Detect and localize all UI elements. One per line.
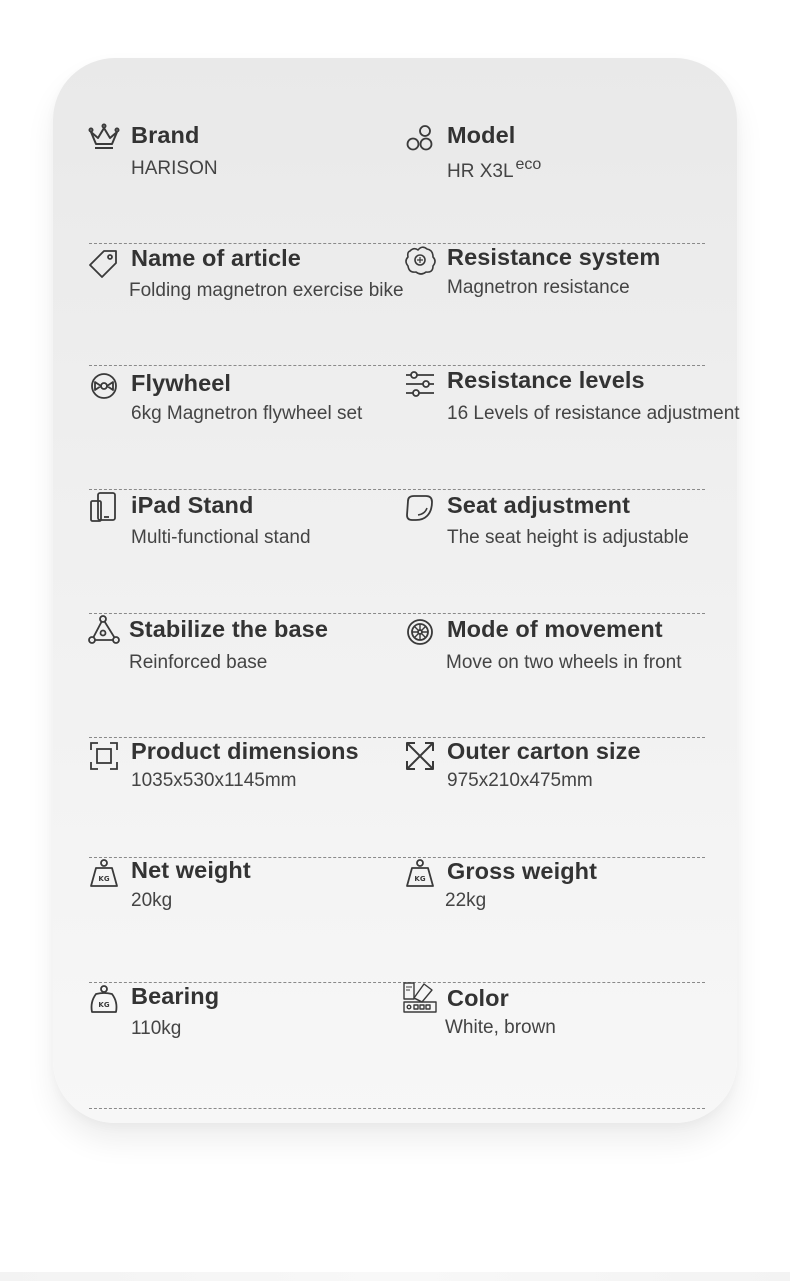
spec-value: 22kg: [445, 890, 487, 911]
weight-kg-text: KG: [414, 875, 426, 883]
spec-value: HARISON: [131, 158, 218, 179]
spec-value: White, brown: [445, 1017, 556, 1038]
spec-row: [89, 366, 740, 490]
row-divider: [89, 1108, 705, 1109]
spec-row: [89, 734, 705, 858]
resistance-system-icon: [402, 242, 438, 278]
spec-label: Brand: [131, 122, 200, 148]
spec-label: Bearing: [131, 983, 220, 1009]
spec-row: [89, 120, 705, 244]
spec-label: Name of article: [131, 245, 301, 271]
spec-ipad-stand: [89, 490, 407, 614]
weight-kg-text: KG: [98, 1001, 110, 1009]
spec-value: 6kg Magnetron flywheel set: [131, 403, 363, 424]
weight-kg-text: KG: [98, 875, 110, 883]
spec-product-dimensions: [89, 734, 407, 858]
spec-value: [447, 156, 541, 183]
spec-label: Resistance system: [447, 244, 661, 270]
spec-value: Multi-functional stand: [131, 527, 311, 548]
spec-value: Move on two wheels in front: [446, 652, 682, 673]
sliders-icon: [402, 366, 438, 402]
spec-value: 110kg: [131, 1018, 182, 1039]
spec-model: [405, 120, 745, 244]
spec-value: Reinforced base: [129, 652, 268, 673]
spec-color: [405, 985, 745, 1109]
spec-brand: [89, 120, 407, 244]
spec-name-of-article: [89, 242, 407, 366]
dimensions-icon: [86, 738, 122, 774]
tablet-icon: [86, 490, 122, 526]
spec-label: Gross weight: [447, 858, 598, 884]
weight-kg-icon: [402, 856, 438, 892]
expand-arrows-icon: [402, 738, 438, 774]
triangle-nodes-icon: [86, 612, 122, 648]
wheel-icon: [402, 614, 438, 650]
crown-icon: [86, 120, 122, 156]
spec-seat-adjustment: [405, 490, 745, 614]
model-name: HR X3L: [447, 161, 514, 182]
spec-value: Magnetron resistance: [447, 277, 630, 298]
spec-value: 975x210x475mm: [447, 770, 593, 791]
spec-label: Model: [447, 122, 516, 148]
spec-label: Color: [447, 985, 509, 1011]
spec-flywheel: [89, 366, 407, 490]
color-palette-icon: [402, 980, 438, 1016]
seat-icon: [402, 491, 438, 527]
spec-label: Flywheel: [131, 370, 232, 396]
spec-value: 16 Levels of resistance adjustment: [447, 403, 740, 424]
weight-kg-icon: [86, 982, 122, 1018]
spec-label: Resistance levels: [447, 367, 645, 393]
spec-value: 20kg: [131, 890, 173, 911]
spec-row: [89, 242, 705, 366]
spec-row: [89, 614, 705, 738]
model-suffix: eco: [515, 156, 542, 173]
spec-label: iPad Stand: [131, 492, 254, 518]
spec-label: Outer carton size: [447, 738, 641, 764]
spec-stabilize-base: [89, 614, 407, 738]
spec-mode-of-movement: [405, 614, 745, 738]
spec-value: The seat height is adjustable: [447, 527, 689, 548]
spec-bearing: [89, 985, 407, 1109]
spec-gross-weight: [405, 859, 745, 983]
spec-outer-carton-size: [405, 734, 745, 858]
spec-card: [53, 58, 740, 1123]
spec-label: Seat adjustment: [447, 492, 631, 518]
spec-label: Product dimensions: [131, 738, 359, 764]
spec-resistance-system: [405, 242, 745, 366]
tag-icon: [86, 245, 122, 281]
model-icon: [402, 120, 438, 156]
spec-row: [89, 985, 705, 1109]
spec-resistance-levels: [405, 366, 745, 490]
flywheel-icon: [86, 368, 122, 404]
bottom-strip: [0, 1272, 790, 1281]
spec-label: Net weight: [131, 857, 251, 883]
spec-label: Mode of movement: [447, 616, 663, 642]
spec-net-weight: [89, 859, 407, 983]
spec-label: Stabilize the base: [129, 616, 329, 642]
spec-row: [89, 859, 705, 983]
spec-value: 1035x530x1145mm: [131, 770, 297, 791]
spec-value: Folding magnetron exercise bike: [129, 280, 404, 301]
spec-row: [89, 490, 705, 614]
weight-kg-icon: [86, 856, 122, 892]
